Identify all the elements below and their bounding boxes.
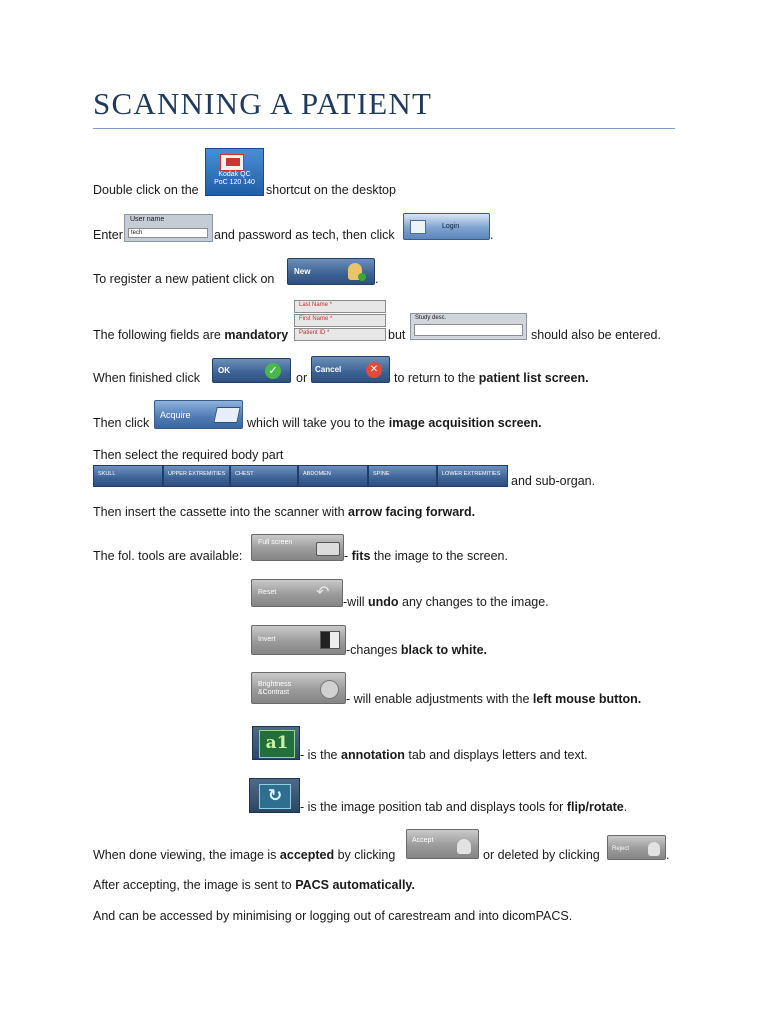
undo-icon: ↶ — [316, 584, 330, 601]
tool-desc-full-screen: - fits the image to the screen. — [344, 549, 508, 563]
new-label: New — [294, 267, 311, 276]
study-desc-label: Study desc. — [415, 315, 447, 321]
text-return — [394, 370, 589, 386]
username-label: User name — [130, 216, 165, 223]
invert-label: Invert — [258, 636, 276, 643]
tab-lower-extremities[interactable]: LOWER EXTREMITIES — [437, 465, 508, 487]
title-rule — [93, 128, 675, 129]
text-body-part: Then select the required body part — [93, 448, 284, 462]
tab-spine[interactable]: SPINE — [368, 465, 437, 487]
flip-rotate-icon: ↻ — [259, 784, 291, 809]
reset-button[interactable] — [251, 579, 343, 607]
full-screen-label: Full screen — [258, 539, 293, 546]
shortcut-label-line2: PoC 120 140 — [214, 179, 255, 186]
text-tools-intro: The fol. tools are available: — [93, 549, 243, 563]
cancel-button[interactable] — [311, 356, 390, 383]
text-register: To register a new patient click on — [93, 272, 275, 286]
study-desc-field-group — [410, 313, 527, 340]
accept-user-icon — [457, 839, 471, 854]
text-period-3: . — [666, 848, 670, 862]
patient-id-label: Patient ID * — [299, 330, 330, 336]
text-then-click: Then click — [93, 416, 150, 430]
tab-abdomen[interactable]: ABDOMEN — [298, 465, 368, 487]
text-insert-cassette: Then insert the cassette into the scanner with — [93, 505, 345, 519]
text-but: but — [388, 328, 406, 342]
text-period: . — [490, 228, 494, 242]
tab-upper-extremities[interactable]: UPPER EXTREMITIES — [163, 465, 230, 487]
login-button[interactable] — [403, 213, 490, 240]
full-screen-icon — [316, 542, 340, 556]
image-position-tab[interactable] — [249, 778, 300, 813]
tool-desc-brightness: - will enable adjustments with the left mouse button. — [346, 692, 642, 706]
text-after-accepting: After accepting, the image is sent to PACS automatically. — [93, 878, 415, 892]
last-name-label: Last Name * — [299, 302, 333, 308]
first-name-field[interactable] — [294, 314, 386, 327]
brightness-contrast-label: Brightness &Contrast — [258, 681, 292, 696]
text-arrow-forward: arrow facing forward. — [348, 505, 476, 519]
brightness-contrast-button[interactable] — [251, 672, 346, 704]
ok-button[interactable] — [212, 358, 291, 383]
text-deleted: or deleted by clicking — [483, 848, 600, 862]
annotation-tab[interactable] — [252, 726, 300, 760]
text-period-2: . — [375, 272, 379, 286]
reject-button[interactable] — [607, 835, 666, 860]
reset-label: Reset — [258, 589, 277, 596]
last-name-field[interactable] — [294, 300, 386, 313]
text-mandatory — [93, 327, 288, 343]
login-label: Login — [442, 223, 460, 230]
accept-button[interactable] — [406, 829, 479, 859]
username-input[interactable]: tech — [128, 228, 208, 238]
first-name-label: First Name * — [299, 316, 333, 322]
text-enter: Enter — [93, 228, 123, 242]
text-patient-list: patient list screen. — [478, 371, 589, 385]
shortcut-label-line1: Kodak QC — [218, 171, 251, 178]
text-or: or — [296, 371, 308, 385]
text-shortcut-desktop: shortcut on the desktop — [266, 183, 396, 197]
text-following-fields: The following fields are — [93, 328, 221, 342]
accept-label: Accept — [412, 837, 434, 844]
text-cassette — [93, 504, 475, 520]
annotation-icon: a1 — [259, 730, 295, 758]
reject-user-icon — [648, 842, 660, 856]
full-screen-button[interactable] — [251, 534, 344, 561]
cancel-label: Cancel — [315, 365, 342, 374]
kodak-shortcut-icon[interactable] — [205, 148, 264, 196]
mandatory-fields — [294, 300, 386, 344]
ok-label: OK — [218, 366, 230, 375]
study-desc-input[interactable] — [414, 324, 523, 336]
body-part-tabs — [93, 465, 508, 487]
tool-desc-reset: -will undo any changes to the image. — [343, 595, 549, 609]
text-dicompacs: And can be accessed by minimising or logging out of carestream and into dicomPACS. — [93, 909, 573, 923]
login-icon — [410, 220, 426, 234]
text-done-viewing: When done viewing, the image is accepted by clicking — [93, 848, 396, 862]
text-acquisition — [247, 415, 542, 431]
text-password: and password as tech, then click — [214, 228, 395, 242]
invert-icon — [320, 631, 340, 649]
tool-desc-annotation: - is the annotation tab and displays letters and text. — [300, 748, 588, 762]
reject-label: Reject — [612, 846, 630, 852]
patient-id-field[interactable] — [294, 328, 386, 341]
check-icon: ✓ — [265, 363, 281, 379]
acquire-label: Acquire — [160, 410, 191, 420]
text-acquisition-screen: image acquisition screen. — [388, 416, 542, 430]
text-double-click: Double click on the — [93, 183, 199, 197]
text-also-entered: should also be entered. — [531, 328, 661, 342]
text-sub-organ: and sub-organ. — [511, 474, 596, 488]
close-icon: ✕ — [366, 362, 382, 378]
tab-chest[interactable]: CHEST — [230, 465, 298, 487]
cassette-icon — [213, 407, 240, 423]
text-take-you: which will take you to the — [247, 416, 386, 430]
tab-skull[interactable]: SKULL — [93, 465, 163, 487]
text-return-to: to return to the — [394, 371, 476, 385]
tool-desc-position: - is the image position tab and displays tools for flip/rotate. — [300, 800, 628, 814]
acquire-button[interactable] — [154, 400, 243, 429]
new-patient-button[interactable] — [287, 258, 375, 285]
username-field-group — [124, 214, 213, 242]
text-when-finished: When finished click — [93, 371, 200, 385]
text-mandatory-bold: mandatory — [224, 328, 289, 342]
brightness-icon — [320, 680, 339, 699]
invert-button[interactable] — [251, 625, 346, 655]
tool-desc-invert: -changes black to white. — [346, 643, 488, 657]
page-title: SCANNING A PATIENT — [93, 86, 433, 121]
